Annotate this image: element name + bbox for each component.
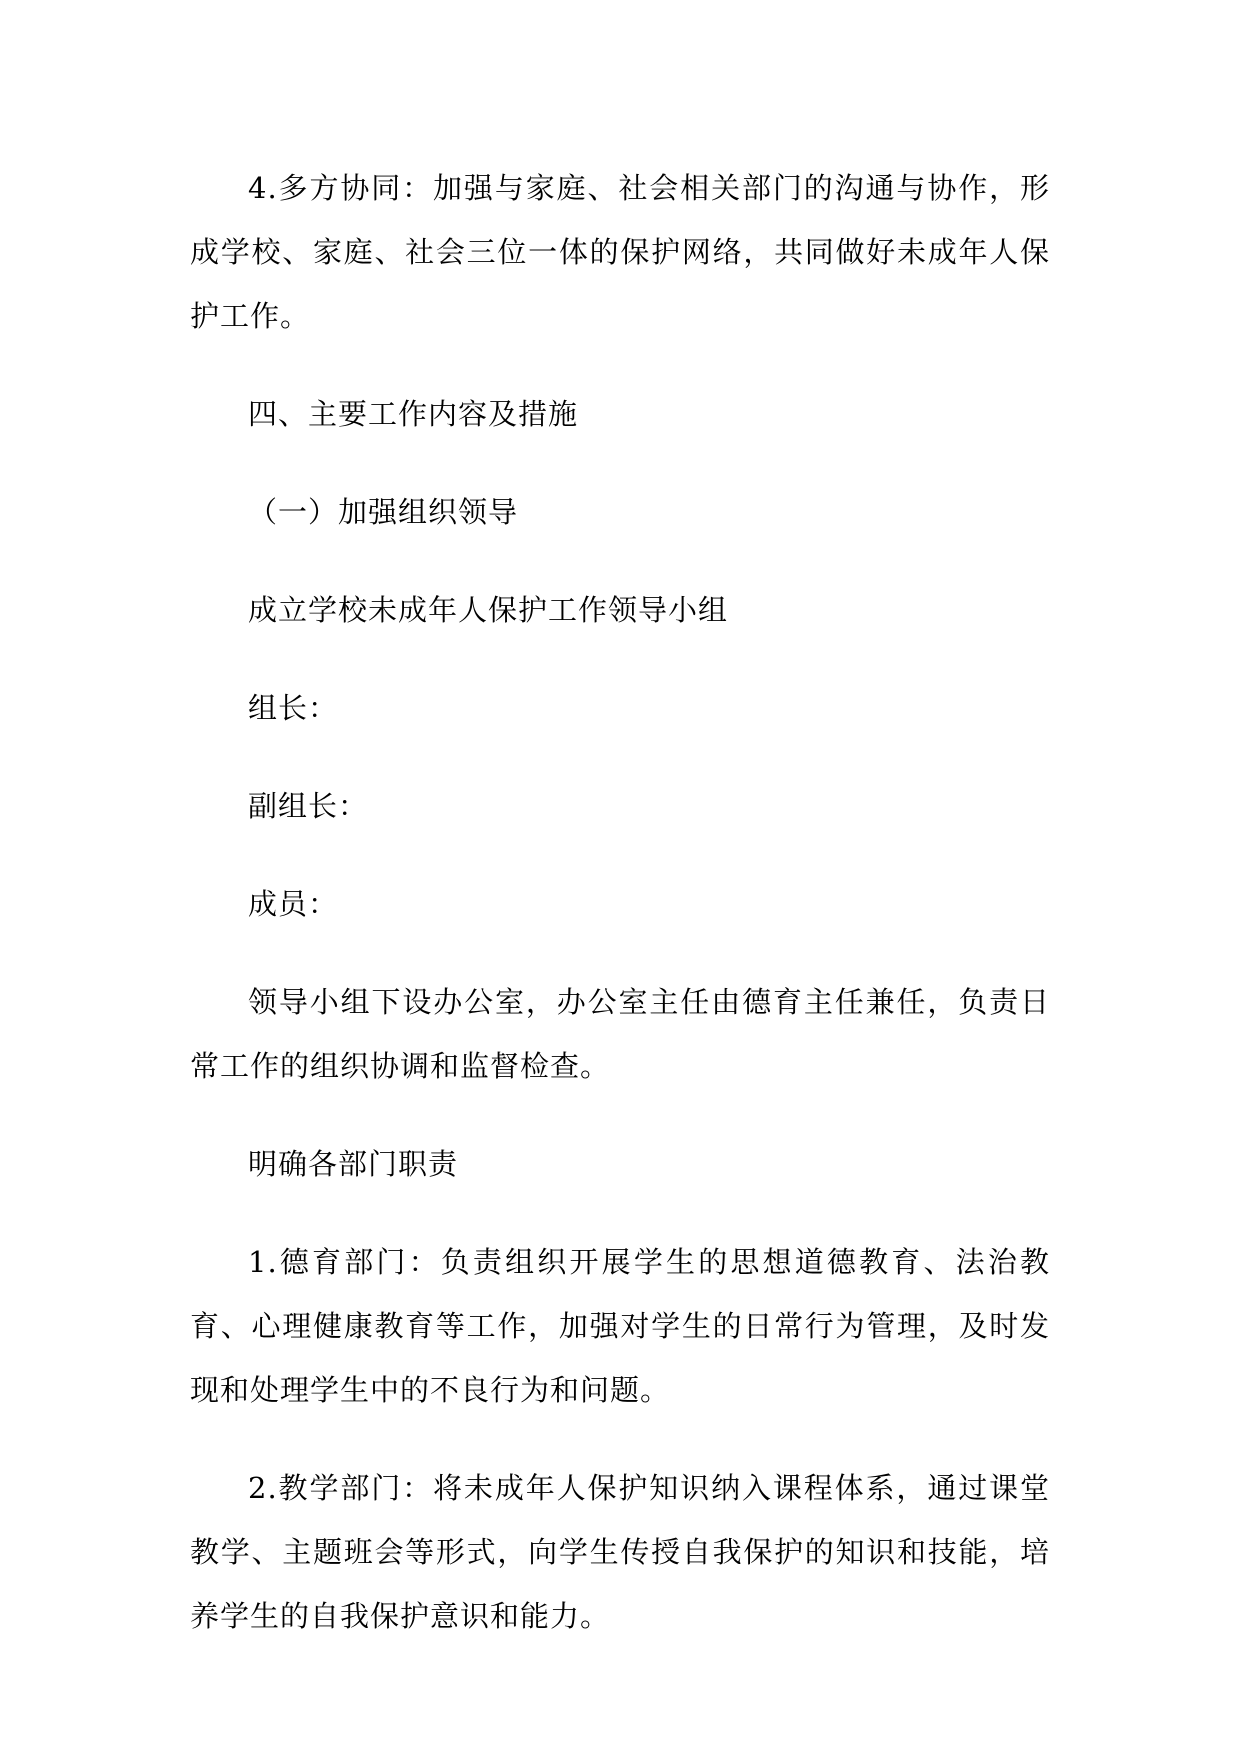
paragraph-teaching-dept: 2.教学部门：将未成年人保护知识纳入课程体系，通过课堂教学、主题班会等形式，向学生传授自我保护的知识和技能，培养学生的自我保护意识和能力。	[190, 1471, 1050, 1633]
section-heading-main-work: 四、主要工作内容及措施	[248, 397, 579, 431]
field-group-leader: 组长：	[248, 691, 339, 725]
paragraph-office: 领导小组下设办公室，办公室主任由德育主任兼任，负责日常工作的组织协调和监督检查。	[190, 985, 1050, 1083]
document-body	[190, 156, 1050, 1648]
field-members: 成员：	[248, 887, 339, 921]
paragraph-multi-party-cooperation: 4.多方协同：加强与家庭、社会相关部门的沟通与协作，形成学校、家庭、社会三位一体的保护网络，共同做好未成年人保护工作。	[190, 171, 1050, 333]
paragraph-department-duties: 明确各部门职责	[248, 1147, 459, 1181]
field-deputy-leader: 副组长：	[248, 789, 369, 823]
paragraph-moral-education-dept: 1.德育部门：负责组织开展学生的思想道德教育、法治教育、心理健康教育等工作，加强对学生的日常行为管理，及时发现和处理学生中的不良行为和问题。	[190, 1245, 1050, 1407]
subsection-heading-leadership: （一）加强组织领导	[248, 495, 519, 529]
paragraph-leading-group: 成立学校未成年人保护工作领导小组	[248, 593, 729, 627]
